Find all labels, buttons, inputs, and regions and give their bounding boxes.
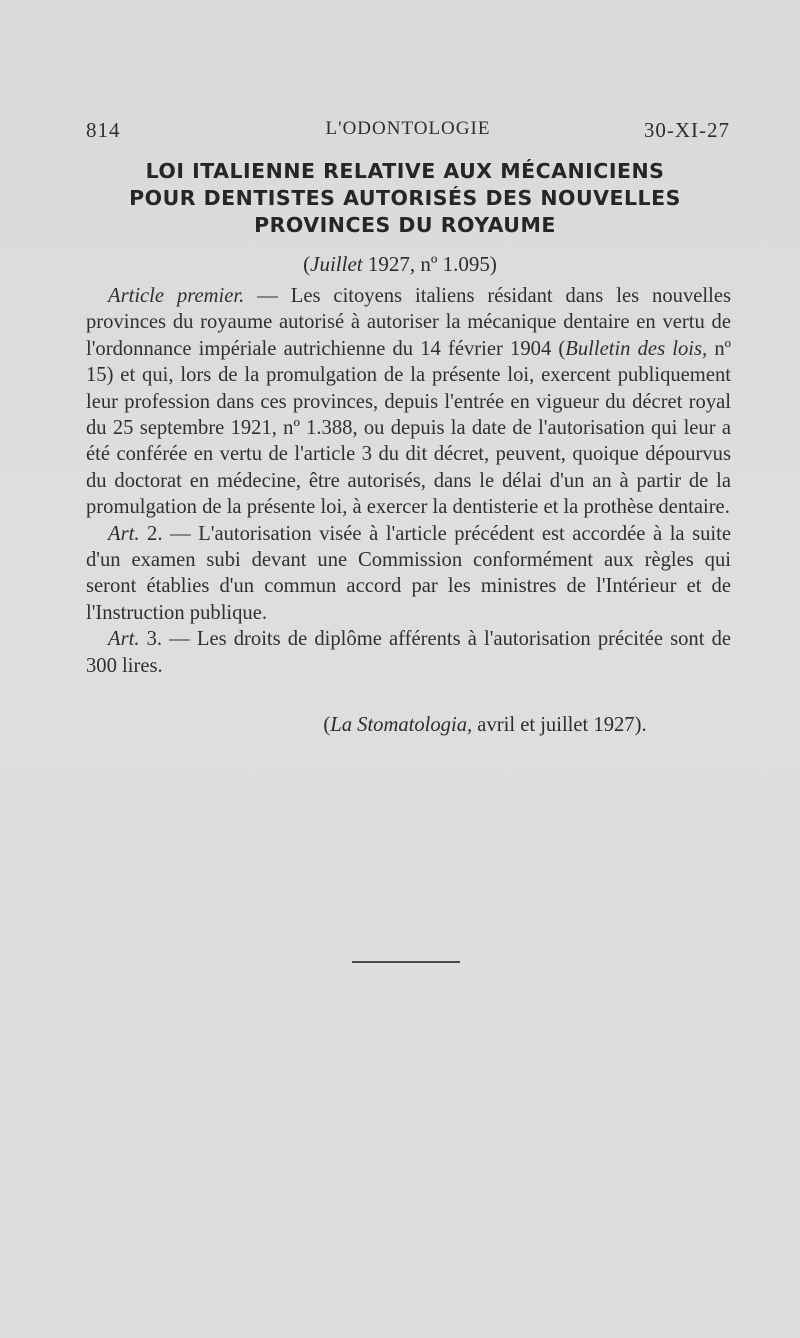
article-body [86, 283, 731, 679]
article-1-citation: Bulletin des lois, [565, 337, 708, 360]
article-2-label: Art. [108, 522, 140, 545]
article-3-label: Art. [108, 628, 140, 651]
article-2-number: 2. [139, 522, 163, 545]
law-reference-open: ( [303, 252, 311, 276]
article-1-label: Article premier. [108, 285, 245, 307]
running-header [86, 118, 730, 144]
law-reference-rest: 1927, nº 1.095) [362, 252, 497, 276]
source-citation [0, 714, 800, 737]
article-3-text: — Les droits de diplôme afférents à l'autorisation précitée sont de 300 lires. [86, 628, 731, 677]
article-3-number: 3. [139, 628, 163, 651]
source-open: ( [323, 714, 331, 736]
law-reference-month: Juillet [310, 252, 363, 276]
article-2-text: — L'autorisation visée à l'article précédent est accordée à la suite d'un examen subi devant une Commission conformément aux règles qui seront établies d'un commun accord par les ministres de l'Intérieur et de l'Instruction publique. [86, 522, 732, 624]
article-title [60, 158, 750, 239]
journal-title: L'ODONTOLOGIE [325, 118, 491, 139]
law-reference [0, 252, 800, 277]
section-divider [352, 961, 460, 963]
article-1-text-a: — Les citoyens italiens résidant dans les nouvelles provinces du royaume autorisé à autoriser la mécanique dentaire en vertu de l'ordonnance impériale autrichienne du 14 février 1904 ( [86, 285, 731, 360]
page-number: 814 [86, 118, 121, 142]
title-line: PROVINCES DU ROYAUME [254, 213, 556, 237]
issue-date: 30-XI-27 [643, 118, 730, 142]
title-line: LOI ITALIENNE RELATIVE AUX MÉCANICIENS [145, 159, 665, 183]
article-2 [86, 521, 731, 627]
source-rest: avril et juillet 1927). [472, 714, 647, 736]
title-line: POUR DENTISTES AUTORISÉS DES NOUVELLES [129, 186, 681, 210]
article-1 [86, 283, 731, 521]
article-3 [86, 626, 731, 679]
source-journal: La Stomatologia, [330, 714, 473, 736]
article-1-text-b: nº 15) et qui, lors de la promulgation de la présente loi, exercent publiquement leur profession dans ces provinces, depuis l'entrée en vigueur du décret royal du 25 septembre 1921, nº 1.388, ou depuis la date de l'autorisation qui leur a été conférée en vertu de l'article 3 du dit décret, peuvent, quoique dépourvus du doctorat en médecine, être autorisés, dans le délai d'un an à partir de la promulgation de la présente loi, à exercer la dentisterie et la prothèse dentaire. [86, 337, 731, 519]
